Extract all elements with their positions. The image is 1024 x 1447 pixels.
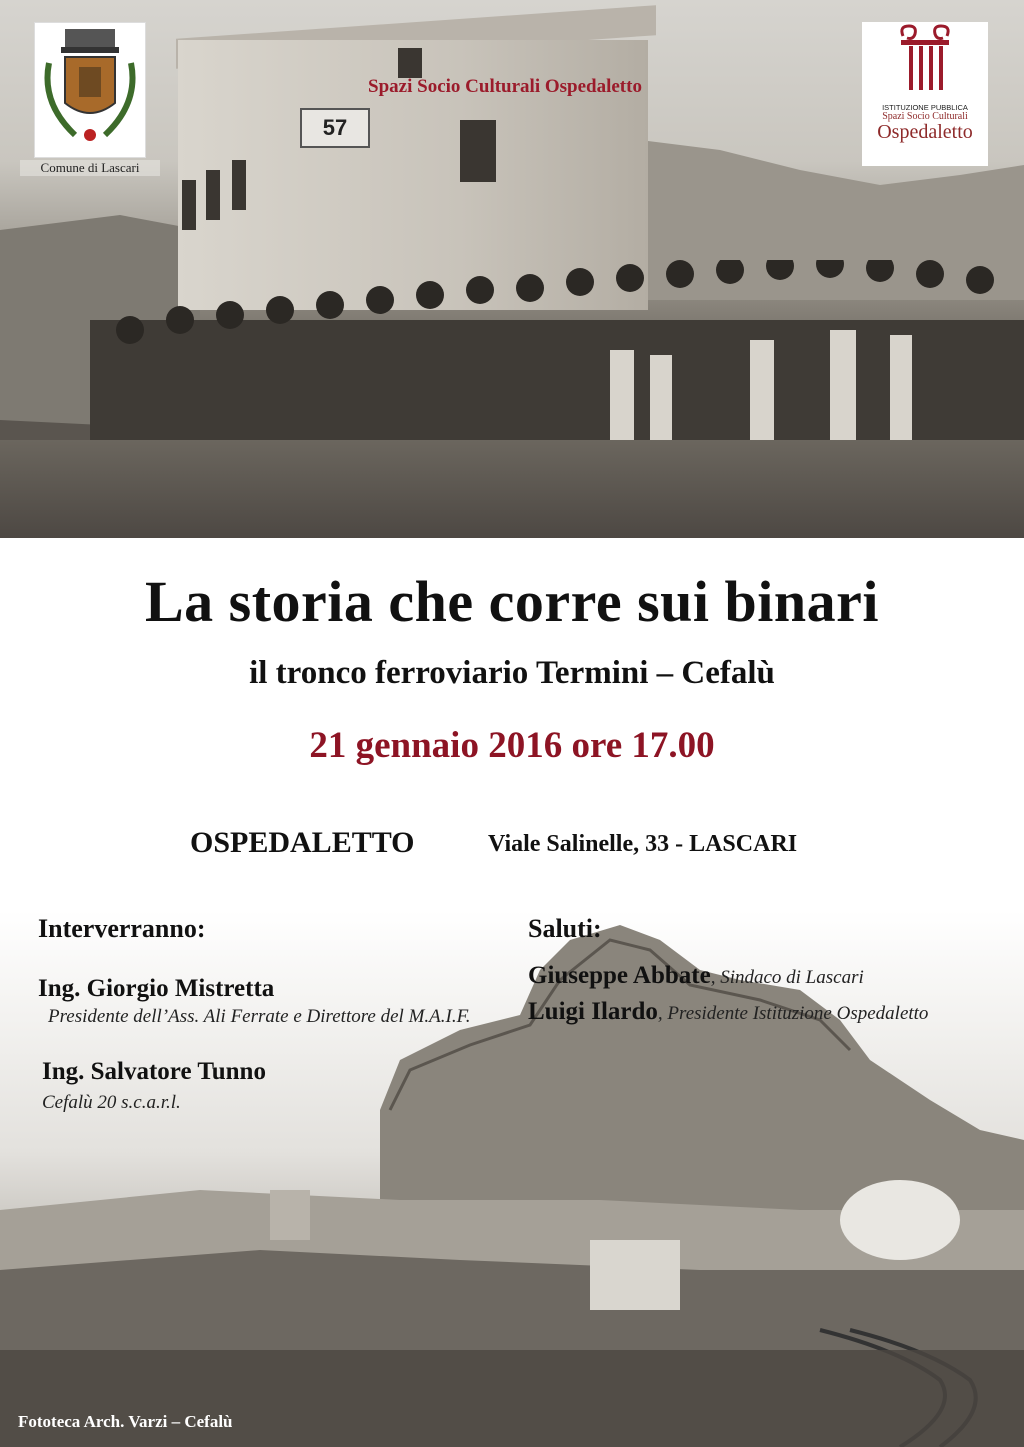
venue-address: Viale Salinelle, 33 - LASCARI — [488, 831, 798, 857]
column-logo-icon — [895, 22, 955, 94]
institution-name: Ospedaletto — [877, 121, 973, 143]
station-number-sign: 57 — [300, 108, 370, 148]
event-title: La storia che corre sui binari — [144, 569, 880, 634]
greeting-item — [528, 962, 864, 990]
institution-label: ISTITUZIONE PUBBLICA — [882, 103, 968, 112]
event-date: 21 gennaio 2016 ore 17.00 — [309, 725, 715, 766]
lascari-coat-of-arms — [34, 22, 146, 158]
greetings-heading: Saluti: — [528, 914, 602, 943]
coat-of-arms-icon — [35, 23, 145, 157]
railway-platform — [0, 440, 1024, 538]
greeting-role: , Presidente Istituzione Ospedaletto — [657, 1003, 929, 1024]
speaker-name: Ing. Giorgio Mistretta — [38, 975, 275, 1002]
municipality-label: Comune di Lascari — [20, 160, 160, 176]
speakers-heading: Interverranno: — [38, 914, 206, 943]
greeting-item — [528, 998, 928, 1026]
photo-credit: Fototeca Arch. Varzi – Cefalù — [18, 1412, 233, 1431]
greeting-name: Luigi Ilardo — [528, 998, 658, 1025]
speaker-name: Ing. Salvatore Tunno — [42, 1058, 266, 1085]
speaker-role: Presidente dell’Ass. Ali Ferrate e Direttore del M.A.I.F. — [48, 1006, 471, 1027]
greeting-role: , Sindaco di Lascari — [710, 967, 864, 988]
speaker-role: Cefalù 20 s.c.a.r.l. — [42, 1092, 181, 1113]
organization-title: Spazi Socio Culturali Ospedaletto — [368, 76, 642, 97]
venue-name: OSPEDALETTO — [190, 826, 415, 859]
event-subtitle: il tronco ferroviario Termini – Cefalù — [249, 655, 775, 691]
institution-sub: Spazi Socio Culturali — [882, 111, 968, 122]
institution-logo — [862, 22, 988, 166]
greeting-name: Giuseppe Abbate — [528, 962, 711, 989]
